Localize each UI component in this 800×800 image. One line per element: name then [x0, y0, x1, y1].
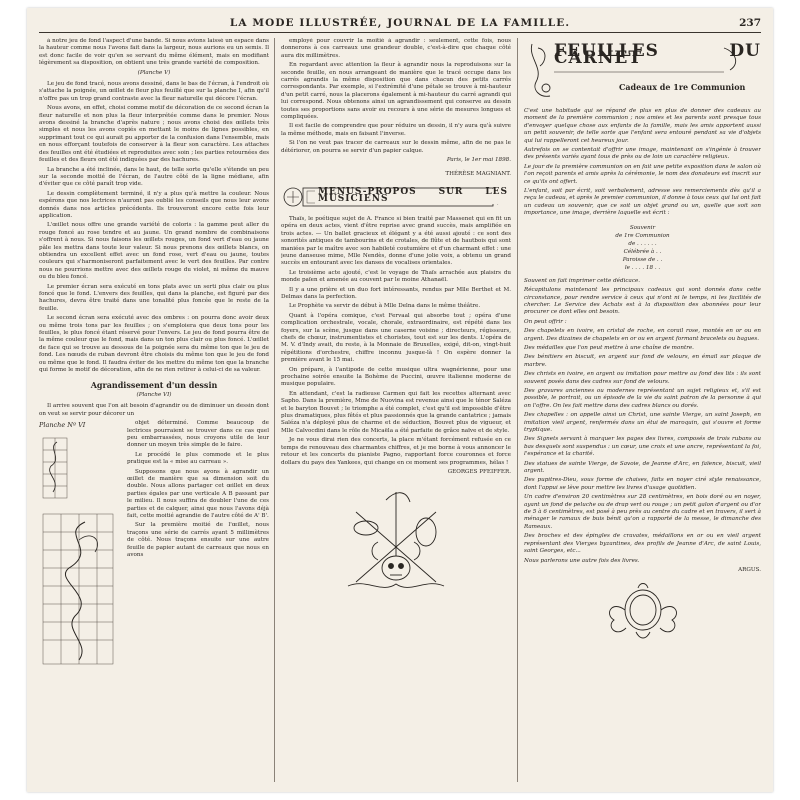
- section-title: Agrandissement d'un dessin: [90, 380, 218, 391]
- paragraph: Le dessin complètement terminé, il n'y a plus qu'à mettre la couleur. Nous espérons que nos lectrices n'auront pas oublié les conseils que nous leur avons donnés dans nos articles précédents. Ils trouveront encore cette fois leur application.: [39, 190, 269, 219]
- paragraph: Thaïs, le poétique sujet de A. France si bien traité par Massenet qui en fit un opéra en deux actes, vient d'être reprise avec grand succès, mais amplifiée en trois actes. — Un ballet gracieux et élégant y a été aussi ajouté : ce sont des sonorités antiques de tambourins et de crotales, de flûte et de hautbois qui sont maniées par le maître avec son habileté coutumière et d'un charmant effet : une jeune danseuse mime, Mlle Nendès, donne d'une jolie voix, a obtenu un grand succès en entourant avec les danses de vocalises orientales.: [281, 215, 511, 267]
- paragraph: Il est facile de comprendre que pour réduire un dessin, il n'y aura qu'à suivre la même méthode, mais en faisant l'inverse.: [281, 123, 511, 137]
- paragraph: En attendant, c'est la radieuse Carmen qui fait les recettes alternant avec Sapho. Dans la première, Mme de Nuovina est revenue ainsi que le ténor Saléza et le baryton Bouvet ; le triomphe a été complet, c'est qu'il est impossible d'être plus dramatiques, plus fêtés et plus passionnés que la grande cantatrice ; jamais Saléza n'a déployé plus de charme et de séduction, Bouvet plus de vigueur, et Mlle Calvocdini dans le rôle de Micaëla a été parfaite de grâce naïve et de style.: [281, 390, 511, 434]
- paragraph: Le jeu de fond tracé, nous avons dessiné, dans le bas de l'écran, à l'endroit où s'attache la poignée, un œillet de fleur plus feuillé que sur la planche I, afin qu'il n'offre pas un trop grand contraste avec la fleur naturelle qui décore l'écran.: [39, 81, 269, 102]
- enlargement-figure: [39, 422, 121, 672]
- closing-ornament: [524, 580, 761, 647]
- paragraph: Il y a une prière et un duo fort intéressants, rendus par Mlle Berthet et M. Delmas dans la perfection.: [281, 286, 511, 300]
- plate-caption-vi: (Planche VI): [136, 391, 172, 398]
- paragraph: Autrefois on se contentait d'offrir une image, maintenant on s'ingénie à trouver des présents variés ayant tous de près ou de loin un caractère religieux.: [524, 147, 761, 161]
- dedication-line: de . . . . . .: [628, 240, 657, 247]
- dedication-block: [524, 224, 761, 272]
- dedication-line: Paroisse de . .: [622, 256, 663, 263]
- paragraph: Le jour de la première communion on en fait une petite exposition dans le salon où l'on reçoit parents et amis après la cérémonie, le nom des donateurs est inscrit sur ce qu'ils ont offert.: [524, 163, 761, 185]
- dedication-line: le . . . . 18 . .: [624, 264, 661, 271]
- paragraph: Le premier écran sera exécuté en tons plats avec un serti plus clair ou plus foncé que le fond. L'envers des feuilles, qui dans la planche, est figuré par des hachures, devra être traité dans une tonalité plus foncée que le reste de la feuille.: [39, 283, 269, 312]
- header-title: LA MODE ILLUSTRÉE, JOURNAL DE LA FAMILLE.: [229, 17, 571, 29]
- paragraph: L'œillet nous offre une grande variété de coloris : la gamme peut aller du rouge foncé au rose tendre et au jaune. Un grand nombre de combinaisons s'offrent à nous. Si nous faisons les œillets rouges, un fond vert d'eau ou jaune pâle les mettra dans toute leur valeur. Si nous prenons des œillets blancs, on obtiendra un excellent effet avec un fond rose, vert d'eau ou jaune, toutes couleurs qui s'harmoniseront parfaitement avec le vert des feuilles. Par contre nous ne pourrions mettre avec des œillets rouge du violet, ni même du mauve ou du bleu foncé.: [39, 222, 269, 281]
- paragraph: Il arrive souvent que l'on ait besoin d'agrandir ou de diminuer un dessin dont on veut se servir pour décorer un: [39, 403, 269, 417]
- column-left: [39, 38, 269, 782]
- paragraph: Récapitulons maintenant les principaux cadeaux qui sont donnés dans cette circonstance, pour rendre service à ceux qui n'ont ni le temps, ni les facilités de chercher. Le Service des Achats est à la disposition des abonnées pour leur procurer ce dont elles ont besoin.: [524, 287, 761, 316]
- paragraph: Des médailles que l'on peut mettre à une chaîne de montre.: [524, 344, 694, 351]
- paragraph: employé pour couvrir la moitié à agrandir : seulement, cette fois, nous donnerons à ces carreaux une grandeur double, c'est-à-dire que chaque côté aura dix millimètres.: [281, 38, 511, 59]
- dedication-line: Souvenir: [629, 224, 656, 231]
- paragraph: Supposons que nous ayons à agrandir un œillet de manière que sa dimension soit du double. Nous allons partager cet œillet en deux parties égales par une verticale A B passant par le milieu. Il nous suffira de doubler l'une de ces parties et de calquer, ainsi que nous l'avons déjà fait, cette moitié agrandie de l'autre côté de A' B'.: [127, 468, 269, 519]
- feuilles-title: FEUILLES DU CARNET: [554, 41, 761, 69]
- paragraph: Des broches et des épingles de cravates, médaillons en or ou en vieil argent représentant des Vierges byzantines, des profils de Jeanne d'Arc, de saint Louis, saint Georges, etc...: [524, 533, 761, 555]
- paragraph: C'est une habitude qui se répand de plus en plus de donner des cadeaux au moment de la première communion ; nos amies et les parents sont presque tous d'envoyer quelque chose aux enfants de la famille, mais les amis apportent aussi un petit souvenir, de telle sorte que l'enfant sera entouré pendant sa vie d'objets qui lui rappelleront cet heureux jour.: [524, 108, 761, 144]
- paragraph: Souvent on fait imprimer cette dédicace.: [524, 277, 641, 284]
- paragraph: Des pupitres-Dieu, sous forme de chaises, faits en noyer ciré style renaissance, dont l'appui se lève pour mettre les livres d'usage quotidien.: [524, 477, 761, 491]
- musical-trophy-illustration: [281, 482, 511, 603]
- column-rule-1: [274, 38, 275, 782]
- date-line: Paris, le 1er mai 1898.: [446, 157, 511, 164]
- plate-caption-v: (Planche V): [137, 69, 171, 76]
- paragraph: objet déterminé. Comme beaucoup de lectrices pourraient se trouver dans ce cas quel peu embarrassées, nous croyons utile de leur donner un moyen très simple de le faire.: [127, 420, 269, 449]
- dedication-line: de 1re Communion: [615, 232, 670, 239]
- paragraph: à notre jeu de fond l'aspect d'une bande. Si nous avions laissé un espace dans la hauteur comme nous l'avons fait dans la largeur, nous aurions eu un semis. Il est donc facile de voir qu'en se servant du même élément, mais en modifiant légèrement sa disposition, on obtient une très grande variété de composition.: [39, 38, 269, 67]
- dedication-line: Célébrée à . .: [623, 248, 662, 255]
- feuilles-subtitle: Cadeaux de 1re Communion: [619, 82, 746, 92]
- paragraph: Des christs en ivoire, en argent ou imitation pour mettre au fond des lits : ils sont souvent posés dans des cadres sur fond de velours.: [524, 371, 761, 385]
- paragraph: Nous parlerons une autre fois des livres.: [524, 557, 640, 564]
- author-signature: GEORGES PFEIFFER.: [447, 468, 511, 475]
- newspaper-page: [27, 8, 773, 792]
- paragraph: Quant à l'opéra comique, c'est Fervaal qui absorbe tout ; opéra d'une complication orchestrale, vocale, chorale, extraordinaire, est répété dans les foyers, sur la scène, jusque dans une caserne voisine ; directeurs, régisseurs, chefs de chœur, instrumentistes et choristes, tout est sur les dents. L'opéra de M. V. d'Indy avait, du reste, à la Monnaie de Bruxelles, exigé, dit-on, vingt-huit répétitions d'orchestre, chiffre inconnu jusque-là ! On espère donner la première avant le 15 mai.: [281, 312, 511, 364]
- paragraph: Le procédé le plus commode et le plus pratique est la « mise au carreau ».: [127, 451, 269, 466]
- feuilles-du-carnet-header: [524, 38, 761, 104]
- menus-propos-banner: [281, 184, 511, 210]
- paragraph: Je ne vous dirai rien des concerts, la place m'étant forcément refusée en ce temps de renouveau des charmantes chiffres, et je me borne à vous annoncer le retour et les concerts du pianiste Pagno, rapportant force couronnes et force dollars du pays des Yankees, qui change en ce moment ses programmes, hélas !: [281, 437, 511, 466]
- paragraph: Le Prophète va servir de début à Mlle Delna dans le même théâtre.: [289, 303, 481, 310]
- page-header: [39, 14, 761, 33]
- paragraph: Des gravures anciennes ou modernes représentant un sujet religieux et, s'il est possible, le portrait, ou un épisode de la vie du saint patron de la personne à qui on l'offre. On les fait mettre dans des cadres blancs ou dorés.: [524, 387, 761, 409]
- paragraph: Des chapelets en ivoire, en cristal de roche, en corail rose, montés en or ou en argent. Des dizaines de chapelets en or ou en argent formant bracelets ou bagues.: [524, 328, 761, 342]
- paragraph: Des chapelles : on appelle ainsi un Christ, une sainte Vierge, un saint Joseph, en imitation vieil argent, renfermés dans un étui de maroquin, qui s'ouvre et forme tryptique.: [524, 412, 761, 433]
- floral-cartouche-icon: [598, 580, 688, 644]
- paragraph: Un cadre d'environ 20 centimètres sur 28 centimètres, en bois doré ou en noyer, ayant un fond de peluche ou de drap vert ou rouge ; un petit galon d'argent ou d'or de 5 à 6 centimètres, est posé à peu près au centre du cadre et en travers, il sert à ménager le ramaux de buis bénit qu'on a rapporté de la messe, le dimanche des Rameaux.: [524, 494, 761, 530]
- paragraph: On peut offrir :: [524, 318, 567, 325]
- figure-label: Planche Nº VI: [39, 421, 86, 430]
- paragraph: Le second écran sera exécuté avec des ombres : on pourra donc avoir deux ou même trois tons par les feuilles ; on s'emploiera que deux tons pour les feuilles, le plus foncé étant réservé pour l'envers. Le jeu de fond pourra être de la même couleur que le fond, mais dans un ton plus clair ou plus foncé. L'œillet de face qui se trouve au dessous de la poignée sera du même ton que le jeu de fond. Les nœuds de ruban devront être choisis du même ton que le jeu de fond ou même que le fond. Il faudra éviter de les mettre du même ton que la branche qui forme le motif de décoration, afin de ne rien retirer à celui-ci de sa valeur.: [39, 315, 269, 374]
- paragraph: Si l'on ne veut pas tracer de carreaux sur le dessin même, afin de ne pas le détériorer, on pourra se servir d'un papier calque.: [281, 140, 511, 154]
- paragraph: Des bénitiers en biscuit, en argent sur fond de velours, en émail sur plaque de marbre.: [524, 354, 761, 368]
- paragraph: Des statues de sainte Vierge, de Savoie, de Jeanne d'Arc, en faïence, biscuit, vieil argent.: [524, 460, 761, 475]
- paragraph: On prépare, à l'antipode de cette musique ultra wagnérienne, pour une prochaine soirée ensuite la Bohème de Puccini, œuvre italienne moderne de musique populaire.: [281, 366, 511, 388]
- paragraph: Sur la première moitié de l'œillet, nous traçons une série de carrés ayant 5 millimètres de côté. Nous traçons ensuite sur une autre feuille de papier autant de carreaux que nous en avons: [127, 522, 269, 558]
- paragraph: Nous avons, en effet, choisi comme motif de décoration de ce second écran la fleur naturelle et non plus la fleur interprétée comme dans le premier. Nous avons dessiné la branche d'après nature ; nous avons choisi des œillets très simples et nous les avons copiés en mettant le moins de lignes possibles, en supprimant tout ce qui aurait pu apporter de la confusion dans l'ensemble, mais en nous efforçant toutefois de conserver à la fleur son caractère. Les attaches des feuilles ont été étudiées et reproduites avec soin ; les parties retournées des feuilles et des fleurs ont été indiquées par des hachures.: [39, 105, 269, 164]
- paragraph: La branche a été inclinée, dans le haut, de telle sorte qu'elle s'étende un peu sur la seconde moitié de l'écran, de l'autre côté de la ligne médiane, afin d'éviter que ce côté paraît trop vide.: [39, 166, 269, 188]
- paragraph: Le troisième acte ajouté, c'est le voyage de Thaïs arrachée aux plaisirs du monde païen et amenée au couvent par le moine Athanaël.: [281, 269, 511, 284]
- page-number: 237: [739, 17, 761, 29]
- column-middle: [281, 38, 511, 782]
- author-signature: THÉRÈSE MAGNIANT.: [445, 170, 511, 177]
- banner-title: MENUS-PROPOS SUR LES MUSICIENS: [315, 189, 511, 204]
- paragraph: En regardant avec attention la fleur à agrandir nous la reproduisons sur la seconde feuille, en nous arrangeant de manière que le tracé occupe dans les carrés agrandis la même disposition que dans chacun des petits carrés correspondants. Par exemple, si l'extrémité d'une pétale se trouve à mi-hauteur d'un petit carré, nous la placerons également à mi-hauteur du carré agrandi qui lui correspond. Nous obtenons ainsi un agrandissement qui conserve au dessin toutes ses proportions sans avoir eu recours à une série de mesures longues et compliquées.: [281, 62, 511, 121]
- column-rule-2: [517, 38, 518, 782]
- column-right: [524, 38, 761, 782]
- carnation-grid-illustration: [39, 430, 121, 670]
- paragraph: Des Signets servant à marquer les pages des livres, composés de trois rubans ou bas desquels sont suspendus : un cœur, une croix et une ancre, représentant la foi, l'espérance et la charité.: [524, 436, 761, 458]
- author-signature: ARGUS.: [738, 566, 761, 573]
- music-instruments-icon: [326, 482, 466, 600]
- paragraph: L'enfant, soit par écrit, soit verbalement, adresse ses remerciements dès qu'il a reçu le cadeau, et après le premier communion, il donne à tous ceux qui lui ont fait un cadeau un souvenir, que ce soit un objet grand ou un, quelle que soit son importance, une image, derrière laquelle est écrit :: [524, 188, 761, 217]
